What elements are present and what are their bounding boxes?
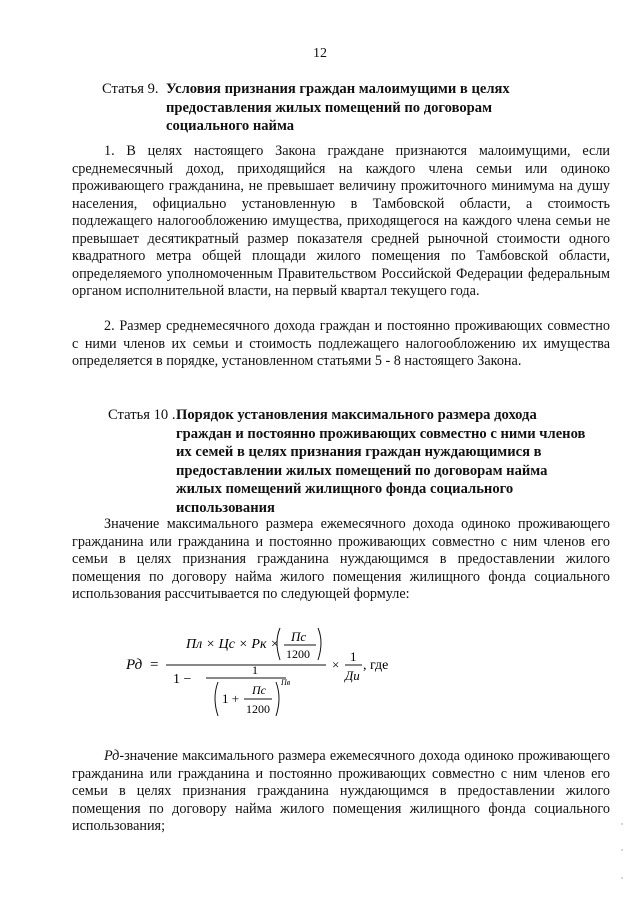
article-9-label: Статья 9.	[102, 81, 159, 97]
paragraph-4-text: -значение максимального размера ежемесячного дохода одиноко проживающего гражданина или гражданина и постоянно проживающих совместно с ним членов его семьи в целях признания гражданина нуждающимся в предоставлении жилого помещения по договору найма жилого помещения жилищного фонда социального использования;	[72, 748, 610, 835]
formula-one-2: 1	[350, 649, 357, 664]
article-9-title-line: предоставления жилых помещений по договорам	[166, 99, 493, 116]
article-10-label: Статья 10 .	[108, 407, 176, 423]
article-10-title-line: использования	[176, 499, 275, 516]
formula-pc-2: Пс	[252, 683, 266, 697]
formula-times: ×	[332, 657, 340, 672]
article-10-title-line: Порядок установления максимального размера дохода	[176, 407, 537, 423]
formula-paren-right-2	[276, 682, 279, 716]
formula-pc: Пс	[291, 629, 307, 644]
article-10-title-line: жилых помещений жилищного фонда социального	[176, 481, 514, 497]
article-9-title-line: Условия признания граждан малоимущими в целях	[166, 81, 510, 97]
paragraph-1: 1. В целях настоящего Закона граждане признаются малоимущими, если среднемесячный доход, приходящийся на каждого члена семьи или одиноко проживающего гражданина, не превышает величину прожиточного минимума на душу населения, официально установленную в Тамбовской области, а стоимость подлежащего налогообложению имущества, приходящегося на каждого члена семьи не превышает десятикратный размер показателя средней рыночной стоимости одного квадратного метра общей площади жилого помещения по Тамбовской области, определяемого уполномоченным Правительством Российской Федерации федеральным органом исполнительной власти, на первый квартал текущего года.	[72, 143, 610, 300]
article-10-title	[176, 406, 585, 517]
formula-equals: =	[150, 657, 159, 673]
formula-plus-one: 1 +	[222, 691, 240, 706]
formula-den-one: 1 −	[173, 672, 192, 687]
formula-paren-left-2	[215, 682, 218, 716]
paragraph-4	[72, 748, 610, 836]
formula-1200: 1200	[286, 647, 310, 661]
article-10-title-line: их семей в целях признания граждан нуждающимися в	[176, 444, 542, 460]
page-number: 12	[313, 46, 327, 61]
formula-paren-right	[318, 628, 321, 660]
article-10-title-line: граждан и постоянно проживающих совместно с ними членов	[176, 425, 586, 442]
formula-numerator-product: Пл × Цс × Рк ×	[186, 637, 280, 652]
income-formula	[126, 620, 426, 720]
formula-one: 1	[252, 663, 258, 677]
paragraph-3: Значение максимального размера ежемесячного дохода одиноко проживающего гражданина или гражданина и постоянно проживающих совместно с ним членов его семьи в целях признания гражданина нуждающимся в предоставлении жилого помещения по договору найма жилого помещения жилищного фонда социального использования рассчитывается по следующей формуле:	[72, 516, 610, 603]
formula-di: Ди	[345, 668, 360, 683]
formula-lhs: Рд	[126, 657, 143, 673]
article-9-title	[166, 80, 510, 136]
formula-exponent: Пв	[281, 678, 291, 687]
paragraph-4-term: Рд	[104, 748, 120, 764]
article-9-title-line: социального найма	[166, 118, 295, 134]
paragraph-2: 2. Размер среднемесячного дохода граждан и постоянно проживающих совместно с ними членов их семьи и стоимость подлежащего налогообложению их имущества определяется в порядке, установленном статьями 5 - 8 настоящего Закона.	[72, 318, 610, 370]
scan-margin-dots	[620, 820, 624, 900]
formula-suffix: , где	[363, 658, 389, 673]
formula-1200-2: 1200	[246, 702, 270, 716]
article-10-title-line: предоставлении жилых помещений по договорам найма	[176, 462, 548, 479]
